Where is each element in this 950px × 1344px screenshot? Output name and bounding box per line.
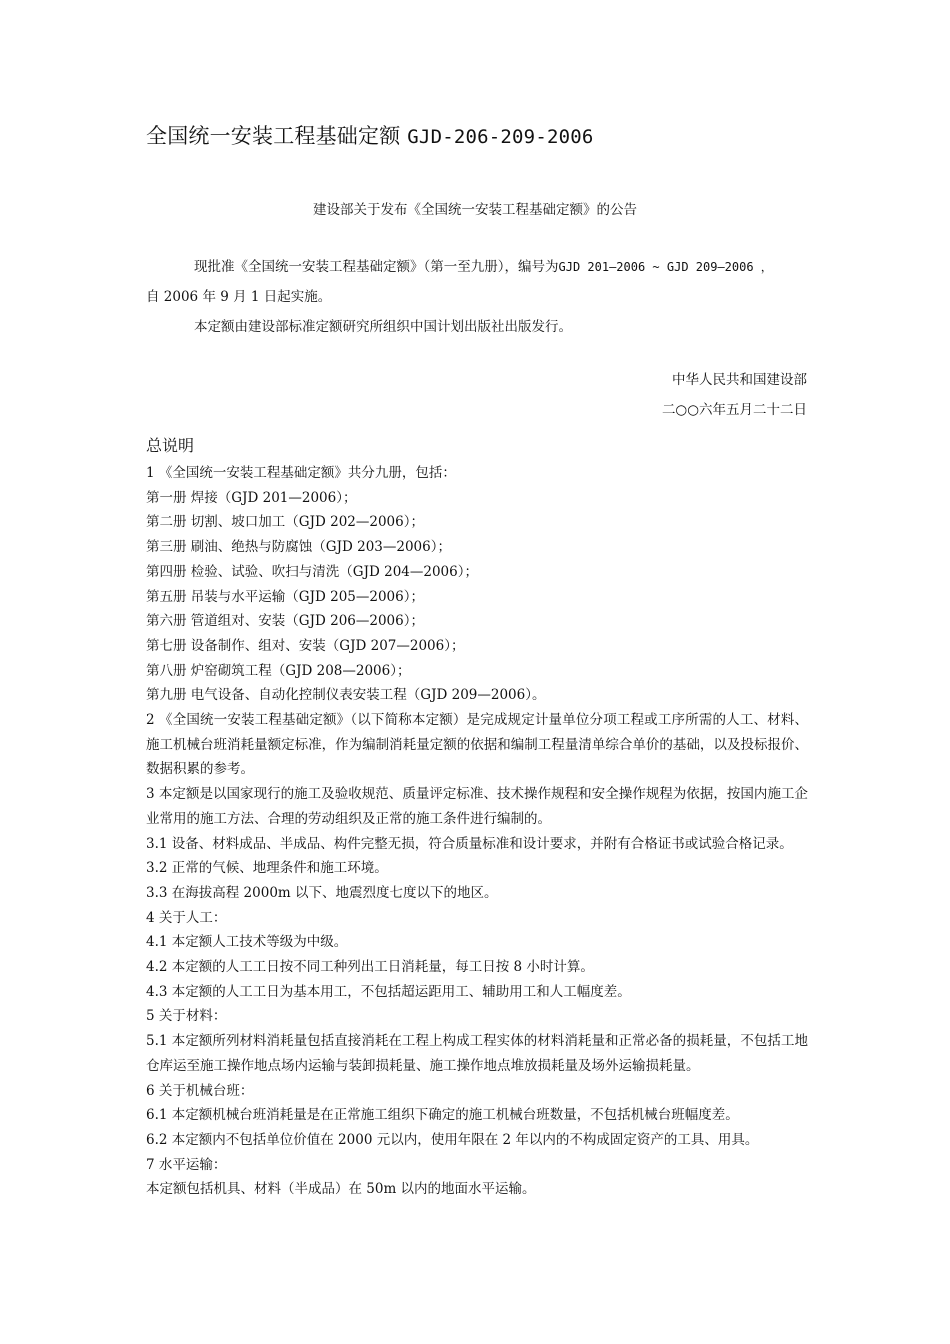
general-line: 4.1 本定额人工技术等级为中级。 [146, 934, 348, 951]
general-line: 6.2 本定额内不包括单位价值在 2000 元以内，使用年限在 2 年以内的不构成固定资产的工具、用具。 [146, 1131, 759, 1148]
general-line: 3.3 在海拔高程 2000m 以下、地震烈度七度以下的地区。 [146, 884, 498, 901]
general-line: 4.2 本定额的人工工日按不同工种列出工日消耗量，每工日按 8 小时计算。 [146, 959, 594, 976]
general-line: 6.1 本定额机械台班消耗量是在正常施工组织下确定的施工机械台班数量，不包括机械台班幅度差。 [146, 1107, 739, 1124]
notice-paragraph-1-text: 现批准《全国统一安装工程基础定额》（第一至九册），编号为 [194, 259, 559, 275]
general-line: 第八册 炉窑砌筑工程（GJD 208—2006）； [146, 662, 411, 679]
general-line: 5 关于材料： [146, 1008, 227, 1025]
general-line: 5.1 本定额所列材料消耗量包括直接消耗在工程上构成工程实体的材料消耗量和正常必备的损耗量，不包括工地仓库运至施工操作地点场内运输与装卸损耗量、施工操作地点堆放损耗量及场外运输损耗量。 [146, 1033, 808, 1074]
general-line: 第四册 检验、试验、吹扫与清洗（GJD 204—2006）； [146, 563, 478, 580]
general-line: 本定额包括机具、材料（半成品）在 50m 以内的地面水平运输。 [146, 1181, 536, 1198]
document-title [146, 121, 594, 152]
general-description [146, 461, 808, 1202]
document-title-code: GJD-206-209-2006 [407, 126, 594, 148]
general-line: 2 《全国统一安装工程基础定额》（以下简称本定额）是完成规定计量单位分项工程或工序所需的人工、材料、施工机械台班消耗量额定标准，作为编制消耗量定额的依据和编制工程量清单综合单价的基础，以及投标报价、数据积累的参考。 [146, 712, 808, 778]
notice-title: 建设部关于发布《全国统一安装工程基础定额》的公告 [313, 202, 637, 218]
issuer: 中华人民共和国建设部 [672, 372, 807, 388]
general-line: 4 关于人工： [146, 909, 227, 926]
general-line: 第九册 电气设备、自动化控制仪表安装工程（GJD 209—2006）。 [146, 687, 546, 704]
notice-paragraph-1 [146, 252, 806, 312]
general-line: 第七册 设备制作、组对、安装（GJD 207—2006）； [146, 637, 465, 654]
notice-paragraph-1-codes: GJD 201—2006 ~ GJD 209—2006 ， [558, 260, 773, 274]
notice-body [146, 252, 806, 342]
general-line: 7 水平运输： [146, 1156, 227, 1173]
general-line: 第五册 吊装与水平运输（GJD 205—2006）； [146, 588, 424, 605]
signature-block [662, 365, 807, 425]
general-line: 1 《全国统一安装工程基础定额》共分九册，包括： [146, 465, 456, 481]
general-line: 第六册 管道组对、安装（GJD 206—2006）； [146, 613, 424, 630]
document-title-text: 全国统一安装工程基础定额 [146, 124, 401, 148]
general-line: 第一册 焊接（GJD 201—2006）； [146, 489, 357, 506]
general-heading: 总说明 [146, 436, 195, 455]
general-line: 3.1 设备、材料成品、半成品、构件完整无损，符合质量标准和设计要求，并附有合格证书或试验合格记录。 [146, 835, 793, 852]
general-line: 第三册 刷油、绝热与防腐蚀（GJD 203—2006）； [146, 539, 451, 556]
notice-paragraph-2: 本定额由建设部标准定额研究所组织中国计划出版社出版发行。 [194, 319, 572, 335]
issue-date: 二○○六年五月二十二日 [661, 402, 807, 418]
general-line: 第二册 切割、坡口加工（GJD 202—2006）； [146, 514, 424, 531]
general-line: 3 本定额是以国家现行的施工及验收规范、质量评定标准、技术操作规程和安全操作规程为依据，按国内施工企业常用的施工方法、合理的劳动组织及正常的施工条件进行编制的。 [146, 786, 808, 827]
general-line: 3.2 正常的气候、地理条件和施工环境。 [146, 860, 388, 877]
notice-paragraph-1-date: 自 2006 年 9 月 1 日起实施。 [146, 289, 332, 305]
general-line: 4.3 本定额的人工工日为基本用工，不包括超运距用工、辅助用工和人工幅度差。 [146, 983, 631, 1000]
general-line: 6 关于机械台班： [146, 1082, 254, 1099]
